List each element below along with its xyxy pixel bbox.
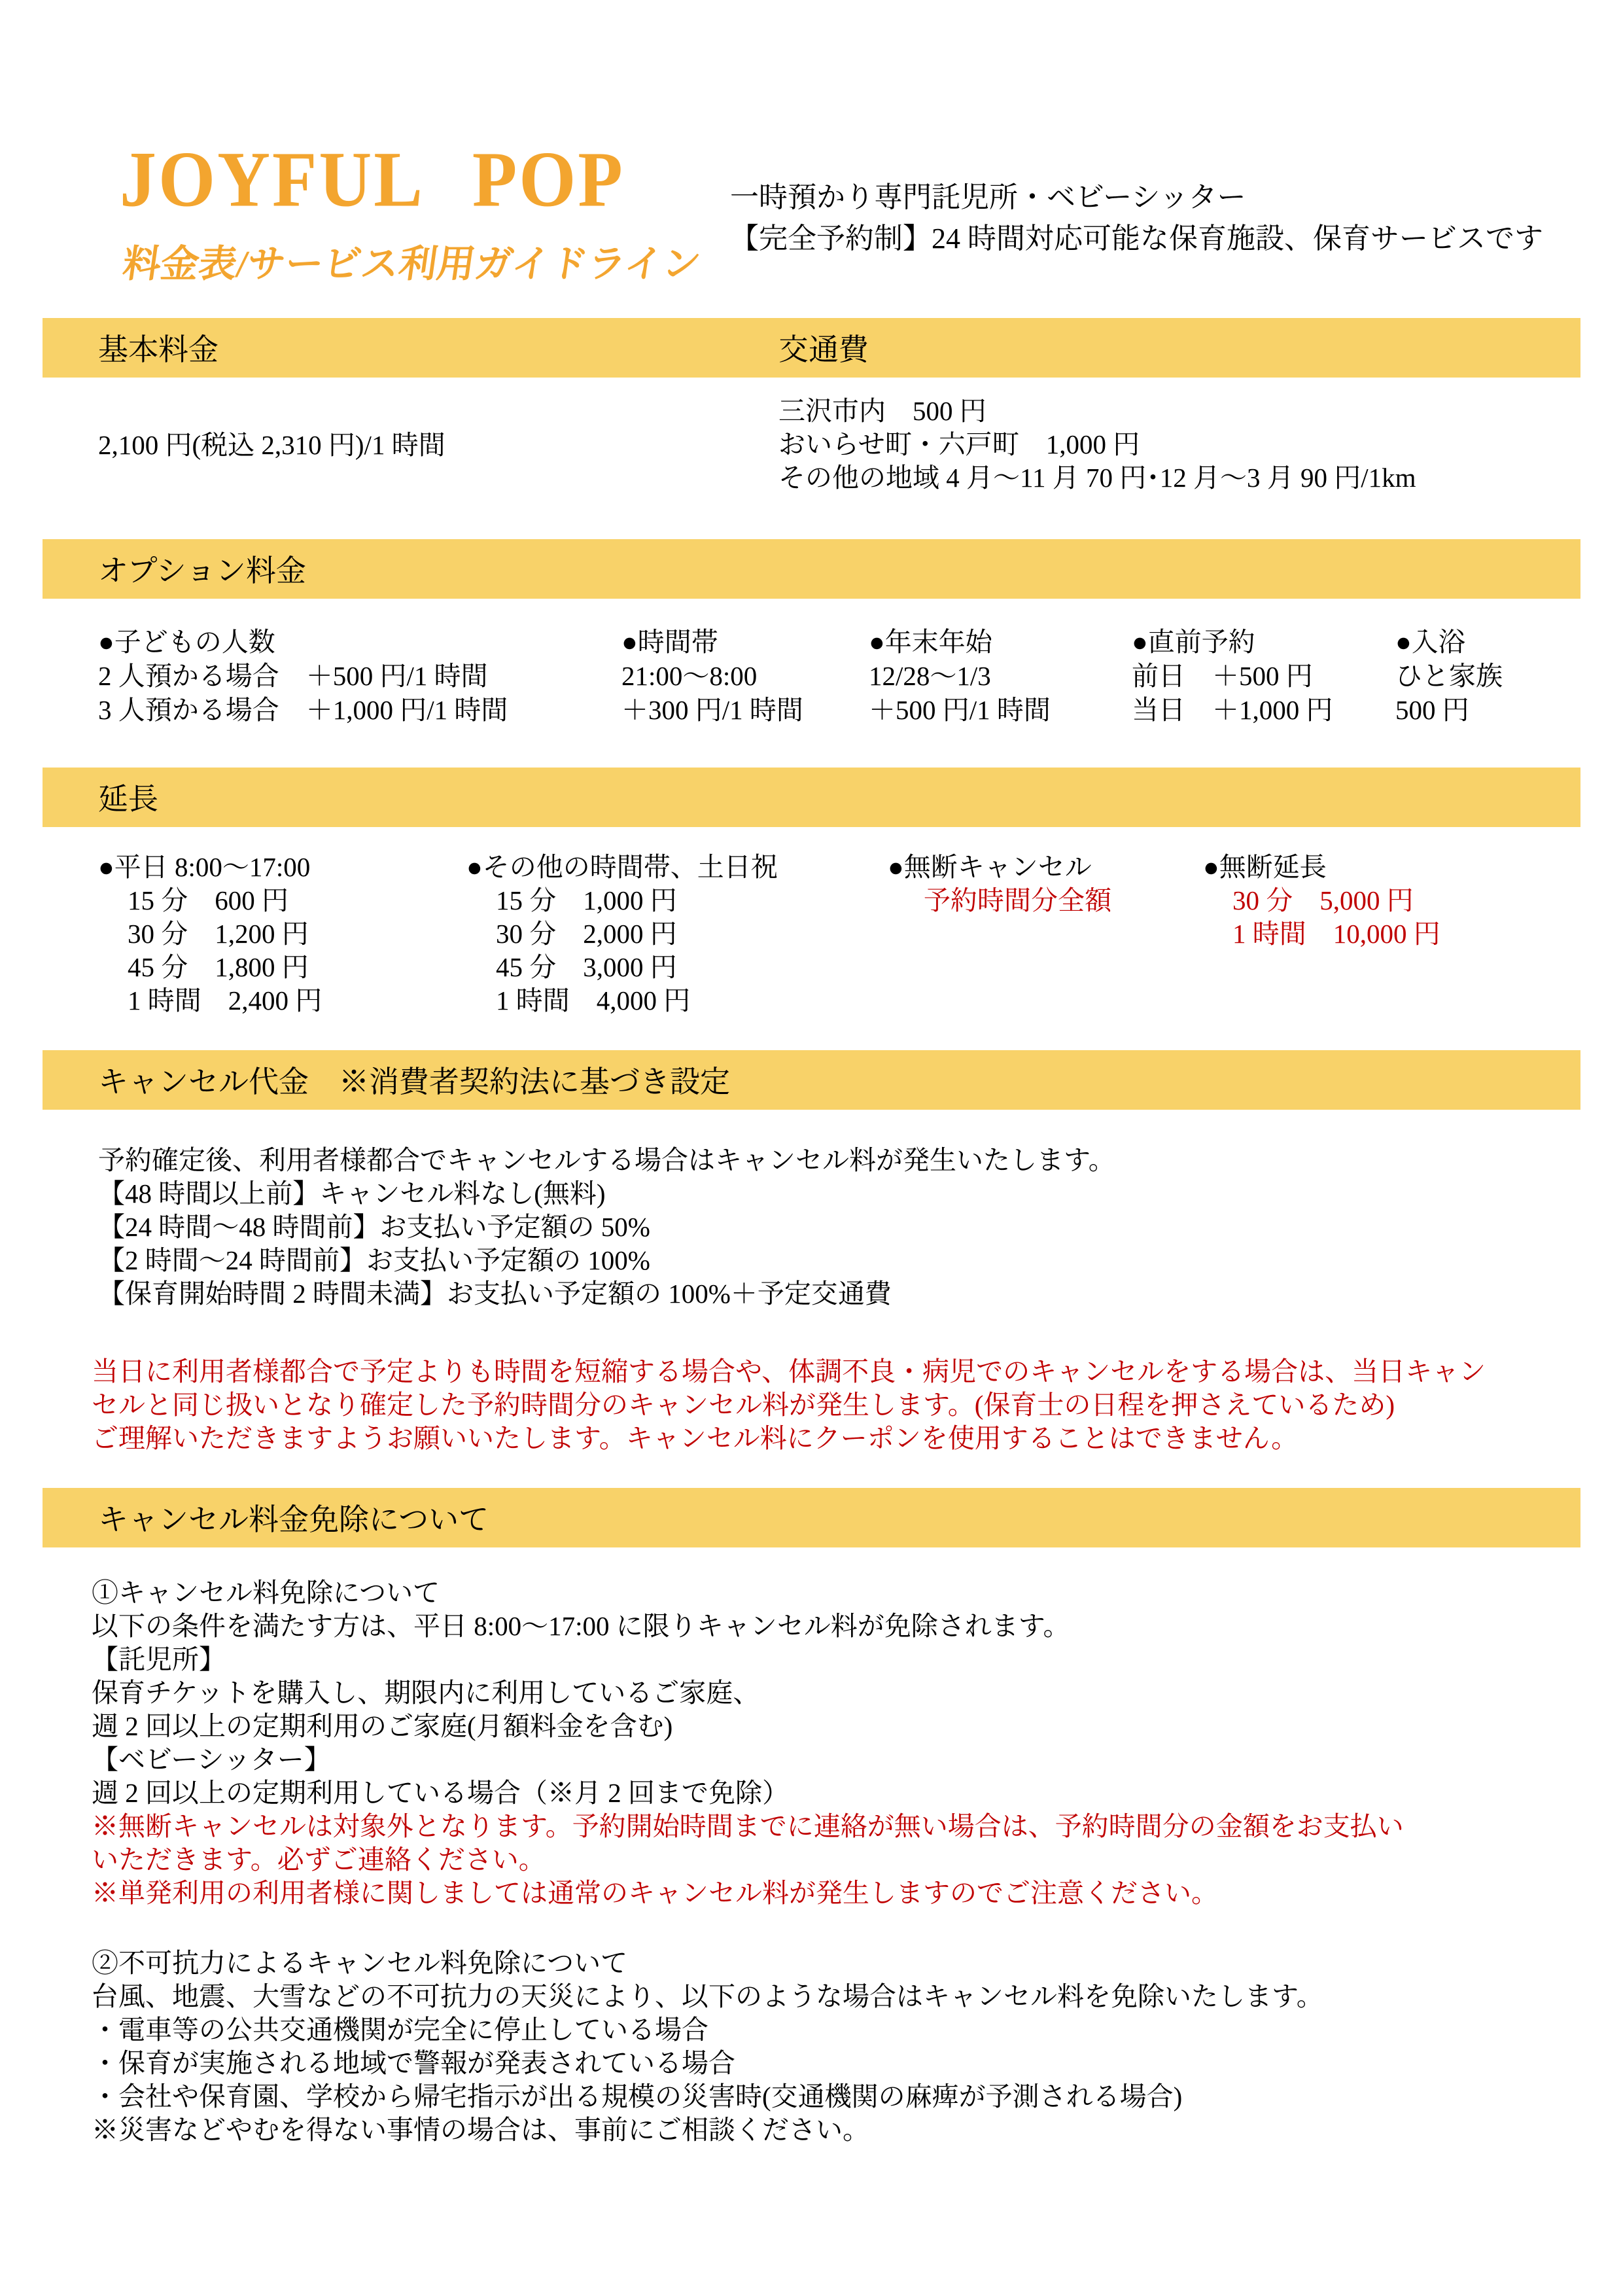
banner-heading-option-fees: オプション料金 — [98, 554, 306, 588]
extension-column-weekday — [43, 851, 466, 1017]
extension-line-red: 30 分 5,000 円 — [1232, 885, 1414, 915]
option-line: 21:00～8:00 — [621, 660, 758, 691]
option-line: 3 人預かる場合 ＋1,000 円/1 時間 — [98, 694, 508, 725]
exemption-line: ①キャンセル料免除について — [92, 1577, 440, 1608]
exemption-line: 保育チケットを購入し、期限内に利用しているご家庭、 — [92, 1677, 760, 1708]
brand-subtitle: 料金表/サービス利用ガイドライン — [120, 242, 704, 285]
option-heading: ●直前予約 — [1132, 626, 1255, 657]
force-majeure-line: ※災害などやむを得ない事情の場合は、事前にご相談ください。 — [92, 2114, 869, 2145]
tagline-reservation-note: 【完全予約制】24 時間対応可能な保育施設、保育サービスです — [730, 222, 1543, 255]
force-majeure-line: ・電車等の公共交通機関が完全に停止している場合 — [92, 2014, 708, 2045]
extension-heading: ●その他の時間帯、土日祝 — [466, 851, 778, 882]
option-column-children-count — [43, 625, 621, 727]
banner-extension — [43, 768, 1580, 827]
option-line: 前日 ＋500 円 — [1132, 660, 1313, 691]
extension-line: 30 分 1,200 円 — [128, 918, 309, 949]
option-heading: ●子どもの人数 — [98, 626, 275, 657]
banner-heading-cancellation-fee: キャンセル代金 ※消費者契約法に基づき設定 — [98, 1065, 730, 1099]
force-majeure-line: ・保育が実施される地域で警報が発表されている場合 — [92, 2047, 735, 2078]
exemption-line: 週 2 回以上の定期利用している場合（※月 2 回まで免除） — [92, 1777, 789, 1808]
brand-title: JOYFUL POP — [120, 135, 625, 224]
exemption-conditions — [92, 1576, 1580, 1810]
extension-line: 1 時間 4,000 円 — [496, 985, 691, 1016]
brand — [120, 135, 704, 288]
option-line: 2 人預かる場合 ＋500 円/1 時間 — [98, 660, 488, 691]
option-heading: ●入浴 — [1395, 626, 1465, 657]
exemption-warning-notes — [92, 1810, 1580, 1910]
option-line: ＋300 円/1 時間 — [621, 694, 803, 725]
option-line: ＋500 円/1 時間 — [869, 694, 1051, 725]
header — [0, 0, 1623, 288]
extension-line: 45 分 3,000 円 — [496, 951, 677, 982]
same-day-cancellation-note — [43, 1355, 1580, 1455]
cancellation-red-note-line: ご理解いただきますようお願いいたします。キャンセル料にクーポンを使用することはできません。 — [92, 1422, 1299, 1453]
cancellation-red-note-line: 当日に利用者様都合で予定よりも時間を短縮する場合や、体調不良・病児でのキャンセルをする場合は、当日キャン — [92, 1356, 1486, 1386]
cancellation-policy-line: 【24 時間～48 時間前】お支払い予定額の 50% — [98, 1211, 650, 1242]
extension-row — [43, 827, 1580, 1017]
extension-line: 15 分 600 円 — [128, 885, 288, 915]
exemption-line: 週 2 回以上の定期利用のご家庭(月額料金を含む) — [92, 1710, 673, 1741]
banner-cancellation-fee — [43, 1050, 1580, 1110]
extension-column-other-times — [466, 851, 888, 1017]
transport-fee-line: おいらせ町・六戸町 1,000 円 — [778, 429, 1140, 459]
header-taglines — [730, 139, 1580, 259]
cancellation-policy-line: 【48 時間以上前】キャンセル料なし(無料) — [98, 1178, 606, 1209]
option-line: 500 円 — [1395, 694, 1469, 725]
cancellation-policy-line: 予約確定後、利用者様都合でキャンセルする場合はキャンセル料が発生いたします。 — [98, 1144, 1115, 1175]
cancellation-red-note-line: セルと同じ扱いとなり確定した予約時間分のキャンセル料が発生します。(保育士の日程を押さえているため) — [92, 1389, 1395, 1420]
spacer — [92, 1910, 1580, 1947]
banner-cancellation-exemption — [43, 1488, 1580, 1547]
cancellation-policy — [43, 1144, 1580, 1311]
transport-fee-list — [778, 385, 1580, 505]
extension-heading: ●平日 8:00～17:00 — [98, 851, 311, 882]
option-column-year-end — [869, 625, 1132, 727]
force-majeure-line: ・会社や保育園、学校から帰宅指示が出る規模の災害時(交通機関の麻痺が予測される場合) — [92, 2081, 1183, 2111]
extension-line: 30 分 2,000 円 — [496, 918, 677, 949]
cancellation-policy-line: 【2 時間～24 時間前】お支払い予定額の 100% — [98, 1245, 650, 1275]
force-majeure-exemption — [92, 1947, 1580, 2147]
tagline-service-type: 一時預かり専門託児所・ベビーシッター — [730, 181, 1246, 213]
extension-heading: ●無断キャンセル — [888, 851, 1092, 882]
transport-fee-line: その他の地域 4 月～11 月 70 円･12 月～3 月 90 円/1km — [778, 462, 1416, 493]
extension-line: 45 分 1,800 円 — [128, 951, 309, 982]
extension-column-no-show-cancel — [888, 851, 1203, 1017]
option-line: ひと家族 — [1395, 660, 1503, 691]
exemption-line: 【ベビーシッター】 — [92, 1744, 331, 1775]
extension-line-red: 予約時間分全額 — [924, 885, 1111, 915]
option-line: 12/28～1/3 — [869, 660, 991, 691]
exemption-section — [43, 1576, 1580, 2147]
transport-fee-line: 三沢市内 500 円 — [778, 395, 986, 426]
banner-basic-and-transport — [43, 318, 1580, 378]
exemption-line: 【託児所】 — [92, 1644, 226, 1674]
banner-heading-transport-fee: 交通費 — [778, 333, 869, 367]
extension-heading: ●無断延長 — [1203, 851, 1327, 882]
extension-line-red: 1 時間 10,000 円 — [1232, 918, 1440, 949]
exemption-red-line: ※無断キャンセルは対象外となります。予約開始時間までに連絡が無い場合は、予約時間分の金額をお支払い — [92, 1810, 1404, 1841]
exemption-red-line: いただきます。必ずご連絡ください。 — [92, 1844, 546, 1875]
basic-transport-row — [43, 378, 1580, 505]
banner-heading-basic-fee: 基本料金 — [98, 333, 218, 367]
option-column-last-minute — [1132, 625, 1395, 727]
extension-column-unauthorized-extension — [1203, 851, 1580, 1017]
option-column-bath — [1395, 625, 1580, 727]
extension-line: 1 時間 2,400 円 — [128, 985, 323, 1016]
banner-heading-cancellation-exemption: キャンセル料金免除について — [98, 1503, 489, 1537]
basic-fee-value: 2,100 円(税込 2,310 円)/1 時間 — [98, 429, 445, 460]
cancellation-policy-line: 【保育開始時間 2 時間未満】お支払い予定額の 100%＋予定交通費 — [98, 1278, 892, 1309]
banner-option-fees — [43, 539, 1580, 599]
force-majeure-line: ②不可抗力によるキャンセル料免除について — [92, 1947, 628, 1978]
option-heading: ●年末年始 — [869, 626, 992, 657]
exemption-line: 以下の条件を満たす方は、平日 8:00～17:00 に限りキャンセル料が免除されます。 — [92, 1610, 1070, 1641]
banner-heading-extension: 延長 — [98, 783, 158, 817]
option-column-time-band — [621, 625, 869, 727]
exemption-red-line: ※単発利用の利用者様に関しましては通常のキャンセル料が発生しますのでご注意ください。 — [92, 1877, 1218, 1908]
option-line: 当日 ＋1,000 円 — [1132, 694, 1333, 725]
force-majeure-line: 台風、地震、大雪などの不可抗力の天災により、以下のような場合はキャンセル料を免除いたします。 — [92, 1981, 1323, 2011]
option-fees-row — [43, 599, 1580, 727]
extension-line: 15 分 1,000 円 — [496, 885, 677, 915]
option-heading: ●時間帯 — [621, 626, 718, 657]
